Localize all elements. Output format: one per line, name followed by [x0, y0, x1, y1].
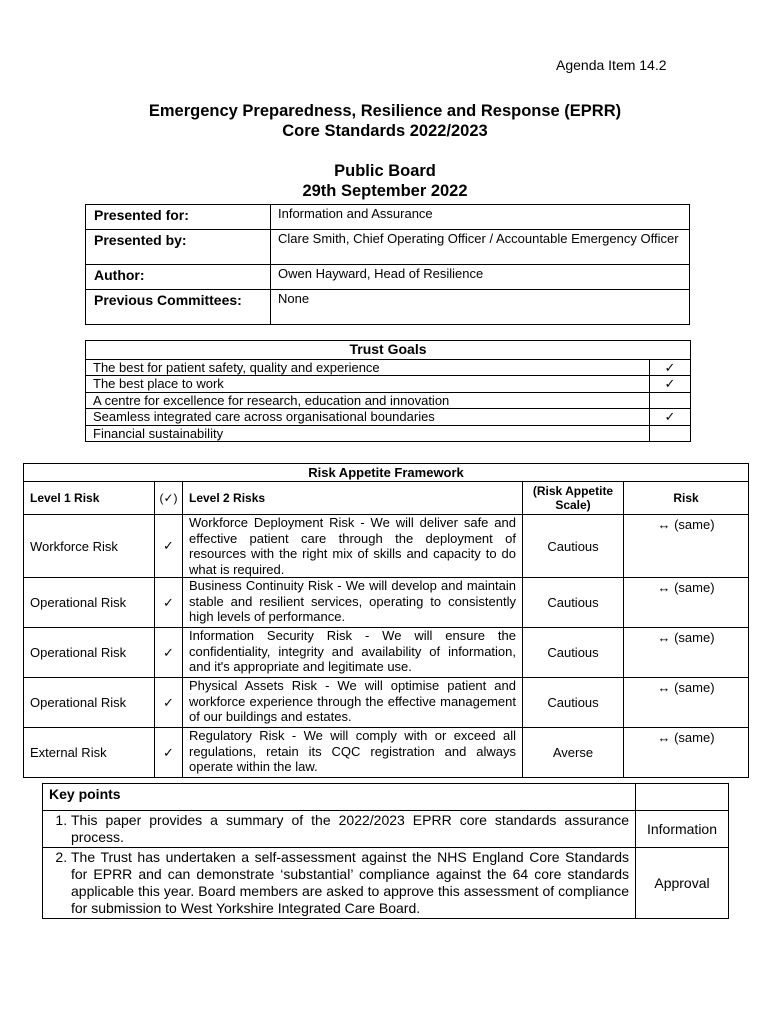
check-icon: ✓	[650, 376, 691, 393]
col-level2: Level 2 Risks	[183, 482, 523, 515]
risk-trend: ↔ (same)	[624, 578, 749, 628]
check-icon: ✓	[155, 678, 183, 728]
level1-risk: Operational Risk	[24, 578, 155, 628]
level1-risk: Workforce Risk	[24, 515, 155, 578]
appetite-scale: Cautious	[523, 678, 624, 728]
col-tick: (✓)	[155, 482, 183, 515]
level2-risk: Information Security Risk - We will ensure the confidentiality, integrity and availability of information, and it's appropriate and legitimate use.	[183, 628, 523, 678]
presented-value: Clare Smith, Chief Operating Officer / Accountable Emergency Officer	[271, 230, 690, 265]
col-scale: (Risk Appetite Scale)	[523, 482, 624, 515]
risk-header-row	[24, 482, 749, 515]
trust-goal-row	[86, 359, 691, 376]
presented-label: Author:	[86, 265, 271, 290]
level1-risk: Operational Risk	[24, 678, 155, 728]
key-point-row	[43, 848, 729, 919]
agenda-item: Agenda Item 14.2	[556, 57, 667, 73]
trust-goal-row	[86, 425, 691, 442]
level1-risk: External Risk	[24, 728, 155, 778]
risk-trend: ↔ (same)	[624, 515, 749, 578]
risk-appetite-table	[23, 463, 749, 778]
col-risk: Risk	[624, 482, 749, 515]
level2-risk: Business Continuity Risk - We will develop and maintain stable and resilient services, operating to consistently high levels of performance.	[183, 578, 523, 628]
check-icon: ✓	[650, 409, 691, 426]
presented-label: Presented for:	[86, 205, 271, 230]
key-points-heading: Key points	[43, 784, 636, 811]
key-point-tag: Approval	[636, 848, 729, 919]
document-title-line2: Core Standards 2022/2023	[282, 122, 488, 140]
key-point-text: 2. The Trust has undertaken a self-assessment against the NHS England Core Standards for EPRR and can demonstrate ‘substantial’ compliance against the 64 core standards applicable this year. Board members are asked to approve this assessment of compliance for submission to West Yorkshire Integrated Care Board.	[71, 849, 629, 917]
check-icon: ✓	[155, 578, 183, 628]
trust-goal-row	[86, 376, 691, 393]
level1-risk: Operational Risk	[24, 628, 155, 678]
appetite-scale: Cautious	[523, 628, 624, 678]
trust-goals-table	[85, 340, 691, 442]
presented-table	[85, 204, 690, 325]
check-icon: ✓	[155, 728, 183, 778]
trust-goal-text: Financial sustainability	[86, 425, 650, 442]
risk-row	[24, 578, 749, 628]
risk-trend: ↔ (same)	[624, 678, 749, 728]
check-icon: ✓	[650, 359, 691, 376]
level2-risk: Workforce Deployment Risk - We will deliver safe and effective patient care through the deployment of resources with the right mix of skills and capacity to do what is required.	[183, 515, 523, 578]
trust-goal-row	[86, 392, 691, 409]
risk-row	[24, 678, 749, 728]
risk-row	[24, 728, 749, 778]
board-name: Public Board	[334, 162, 436, 180]
level2-risk: Regulatory Risk - We will comply with or exceed all regulations, retain its CQC registration and always operate within the law.	[183, 728, 523, 778]
risk-row	[24, 628, 749, 678]
col-level1: Level 1 Risk	[24, 482, 155, 515]
trust-goal-text: Seamless integrated care across organisational boundaries	[86, 409, 650, 426]
presented-row	[86, 205, 690, 230]
document-title-line1: Emergency Preparedness, Resilience and Response (EPRR)	[148, 102, 622, 120]
presented-value: Information and Assurance	[271, 205, 690, 230]
presented-value: Owen Hayward, Head of Resilience	[271, 265, 690, 290]
check-icon: ✓	[155, 628, 183, 678]
check-cell	[650, 425, 691, 442]
trust-goal-text: The best for patient safety, quality and experience	[86, 359, 650, 376]
risk-trend: ↔ (same)	[624, 728, 749, 778]
presented-label: Presented by:	[86, 230, 271, 265]
presented-row	[86, 230, 690, 265]
trust-goal-text: A centre for excellence for research, education and innovation	[86, 392, 650, 409]
check-icon: ✓	[155, 515, 183, 578]
appetite-scale: Cautious	[523, 578, 624, 628]
presented-row	[86, 265, 690, 290]
appetite-scale: Averse	[523, 728, 624, 778]
level2-risk: Physical Assets Risk - We will optimise patient and workforce experience through the effective management of our buildings and estates.	[183, 678, 523, 728]
trust-goal-text: The best place to work	[86, 376, 650, 393]
presented-row	[86, 290, 690, 325]
appetite-scale: Cautious	[523, 515, 624, 578]
meeting-date: 29th September 2022	[302, 182, 468, 200]
key-points-table	[42, 783, 729, 919]
presented-value: None	[271, 290, 690, 325]
risk-row	[24, 515, 749, 578]
risk-trend: ↔ (same)	[624, 628, 749, 678]
key-point-row	[43, 811, 729, 848]
presented-label: Previous Committees:	[86, 290, 271, 325]
risk-framework-heading: Risk Appetite Framework	[24, 464, 749, 482]
key-point-tag: Information	[636, 811, 729, 848]
check-cell	[650, 392, 691, 409]
trust-goals-heading: Trust Goals	[86, 341, 691, 360]
key-point-text: 1. This paper provides a summary of the 2022/2023 EPRR core standards assurance process.	[71, 812, 629, 846]
trust-goal-row	[86, 409, 691, 426]
